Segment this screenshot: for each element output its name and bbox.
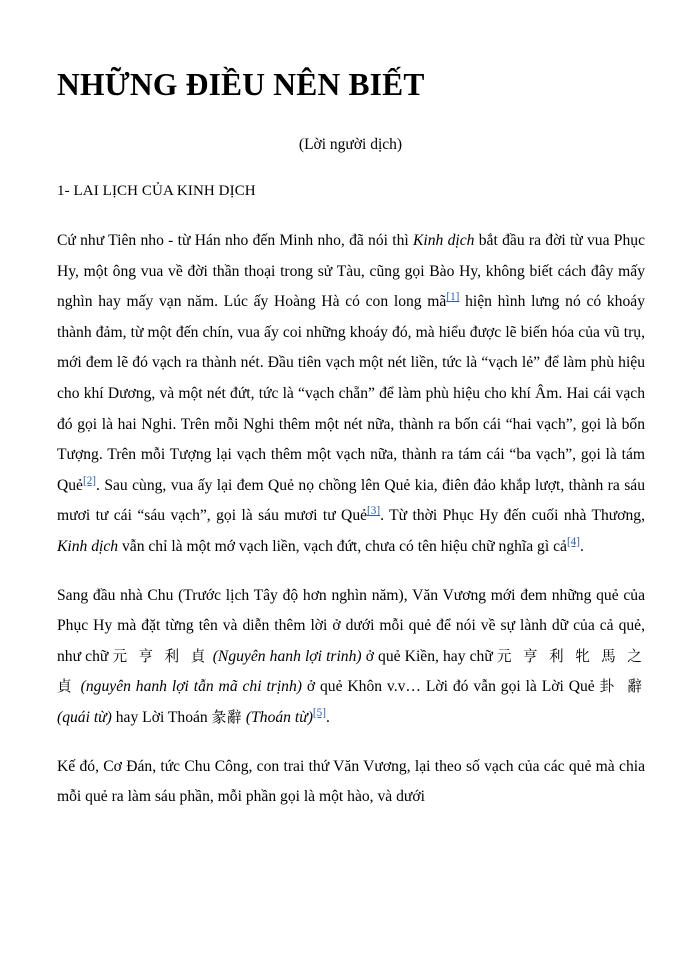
book-title-kinh-dich: Kinh dịch <box>413 232 475 249</box>
footnote-ref-2[interactable]: [2] <box>82 474 97 487</box>
body-text <box>57 226 645 813</box>
cjk-phrase-nguyen-hanh-loi-tan-ma-chi-trinh: 元 亨 利 牝 馬 之 貞 <box>57 647 645 696</box>
text-run: Cứ như Tiên nho - từ Hán nho đến Minh nho, đã nói thì <box>57 232 414 249</box>
footnote-ref-4[interactable]: [4] <box>566 535 580 548</box>
text-run: . <box>325 708 330 726</box>
footnote-ref-3[interactable]: [3] <box>367 505 381 518</box>
romanization-2: (nguyên hanh lợi tẫn mã chi trịnh) <box>75 678 302 696</box>
cjk-phrase-quai-tu: 卦 辭 <box>599 678 645 696</box>
text-run: Sang đầu nhà Chu (Trước lịch Tây độ hơn nghìn năm), Văn Vương mới đem những quẻ của Phục Hy mà đặt từng tên và diễn thêm lời ở dưới mỗi quẻ để nói về sự lành dữ của cả quẻ, như chữ <box>57 586 645 665</box>
text-run: ở quẻ Kiền, hay chữ <box>365 647 497 665</box>
text-run: hiện hình lưng nó có khoáy thành đảm, từ một đến chín, vua ấy coi những khoáy đó, mà hiểu được lẽ biến hóa của vũ trụ, mới đem lẽ đó vạch ra thành nét. Đầu tiên vạch một nét liền, tức là “vạch lẻ” để làm phù hiệu cho khí Dương, và một nét đứt, tức là “vạch chẵn” để làm phù hiệu cho khí Âm. Hai cái vạch đó gọi là hai Nghi. Trên mỗi Nghi thêm một nét nữa, thành ra bốn cái “hai vạch”, gọi là bốn Tượng. Trên mỗi Tượng lại vạch thêm một vạch nữa, thành ra tám cái “ba vạch”, gọi là tám Quẻ <box>57 293 645 494</box>
text-run: vẫn chỉ là một mớ vạch liền, vạch đứt, chưa có tên hiệu chữ nghĩa gì cả <box>118 537 567 555</box>
text-run: ở quẻ Khôn v.v… Lời đó vẫn gọi là Lời Quẻ <box>301 678 600 696</box>
paragraph-3 <box>57 752 645 813</box>
romanization-4: (Thoán từ) <box>242 708 313 726</box>
romanization-3: (quái từ) <box>57 708 112 726</box>
document-subtitle: (Lời người dịch) <box>298 136 403 153</box>
section-heading: 1- LAI LỊCH CỦA KINH DỊCH <box>57 183 256 199</box>
book-title-kinh-dich: Kinh dịch <box>57 537 119 555</box>
text-run: . Sau cùng, vua ấy lại đem Quẻ nọ chồng lên Quẻ kia, điên đảo khắp lượt, thành ra sáu mươi tư cái “sáu vạch”, gọi là sáu mươi tư Quẻ <box>57 476 645 525</box>
page-title: NHỮNG ĐIỀU NÊN BIẾT <box>57 67 425 102</box>
paragraph-2 <box>57 581 645 734</box>
romanization-1: (Nguyên hanh lợi trinh) <box>208 647 366 665</box>
text-run: Kế đó, Cơ Đán, tức Chu Công, con trai thứ Văn Vương, lại theo số vạch của các quẻ mà chia mỗi quẻ ra làm sáu phần, mỗi phần gọi là một hào, và dưới <box>57 757 645 806</box>
text-run: bắt đầu ra đời từ vua Phục Hy, một ông vua về đời thần thoại trong sử Tàu, cũng gọi Bào Hy, không biết cách đây mấy nghìn hay mấy vạn năm. Lúc ấy Hoàng Hà có con long mã <box>57 232 645 311</box>
text-run: hay Lời Thoán <box>111 708 212 726</box>
footnote-ref-1[interactable]: [1] <box>446 291 460 303</box>
text-run: . <box>579 537 584 555</box>
paragraph-1 <box>57 226 645 563</box>
cjk-phrase-nguyen-hanh-loi-trinh: 元 亨 利 貞 <box>112 647 209 665</box>
cjk-phrase-thoan-tu: 彖辭 <box>211 708 243 726</box>
text-run: . Từ thời Phục Hy đến cuối nhà Thương, <box>380 507 645 525</box>
footnote-ref-5[interactable]: [5] <box>312 706 326 719</box>
